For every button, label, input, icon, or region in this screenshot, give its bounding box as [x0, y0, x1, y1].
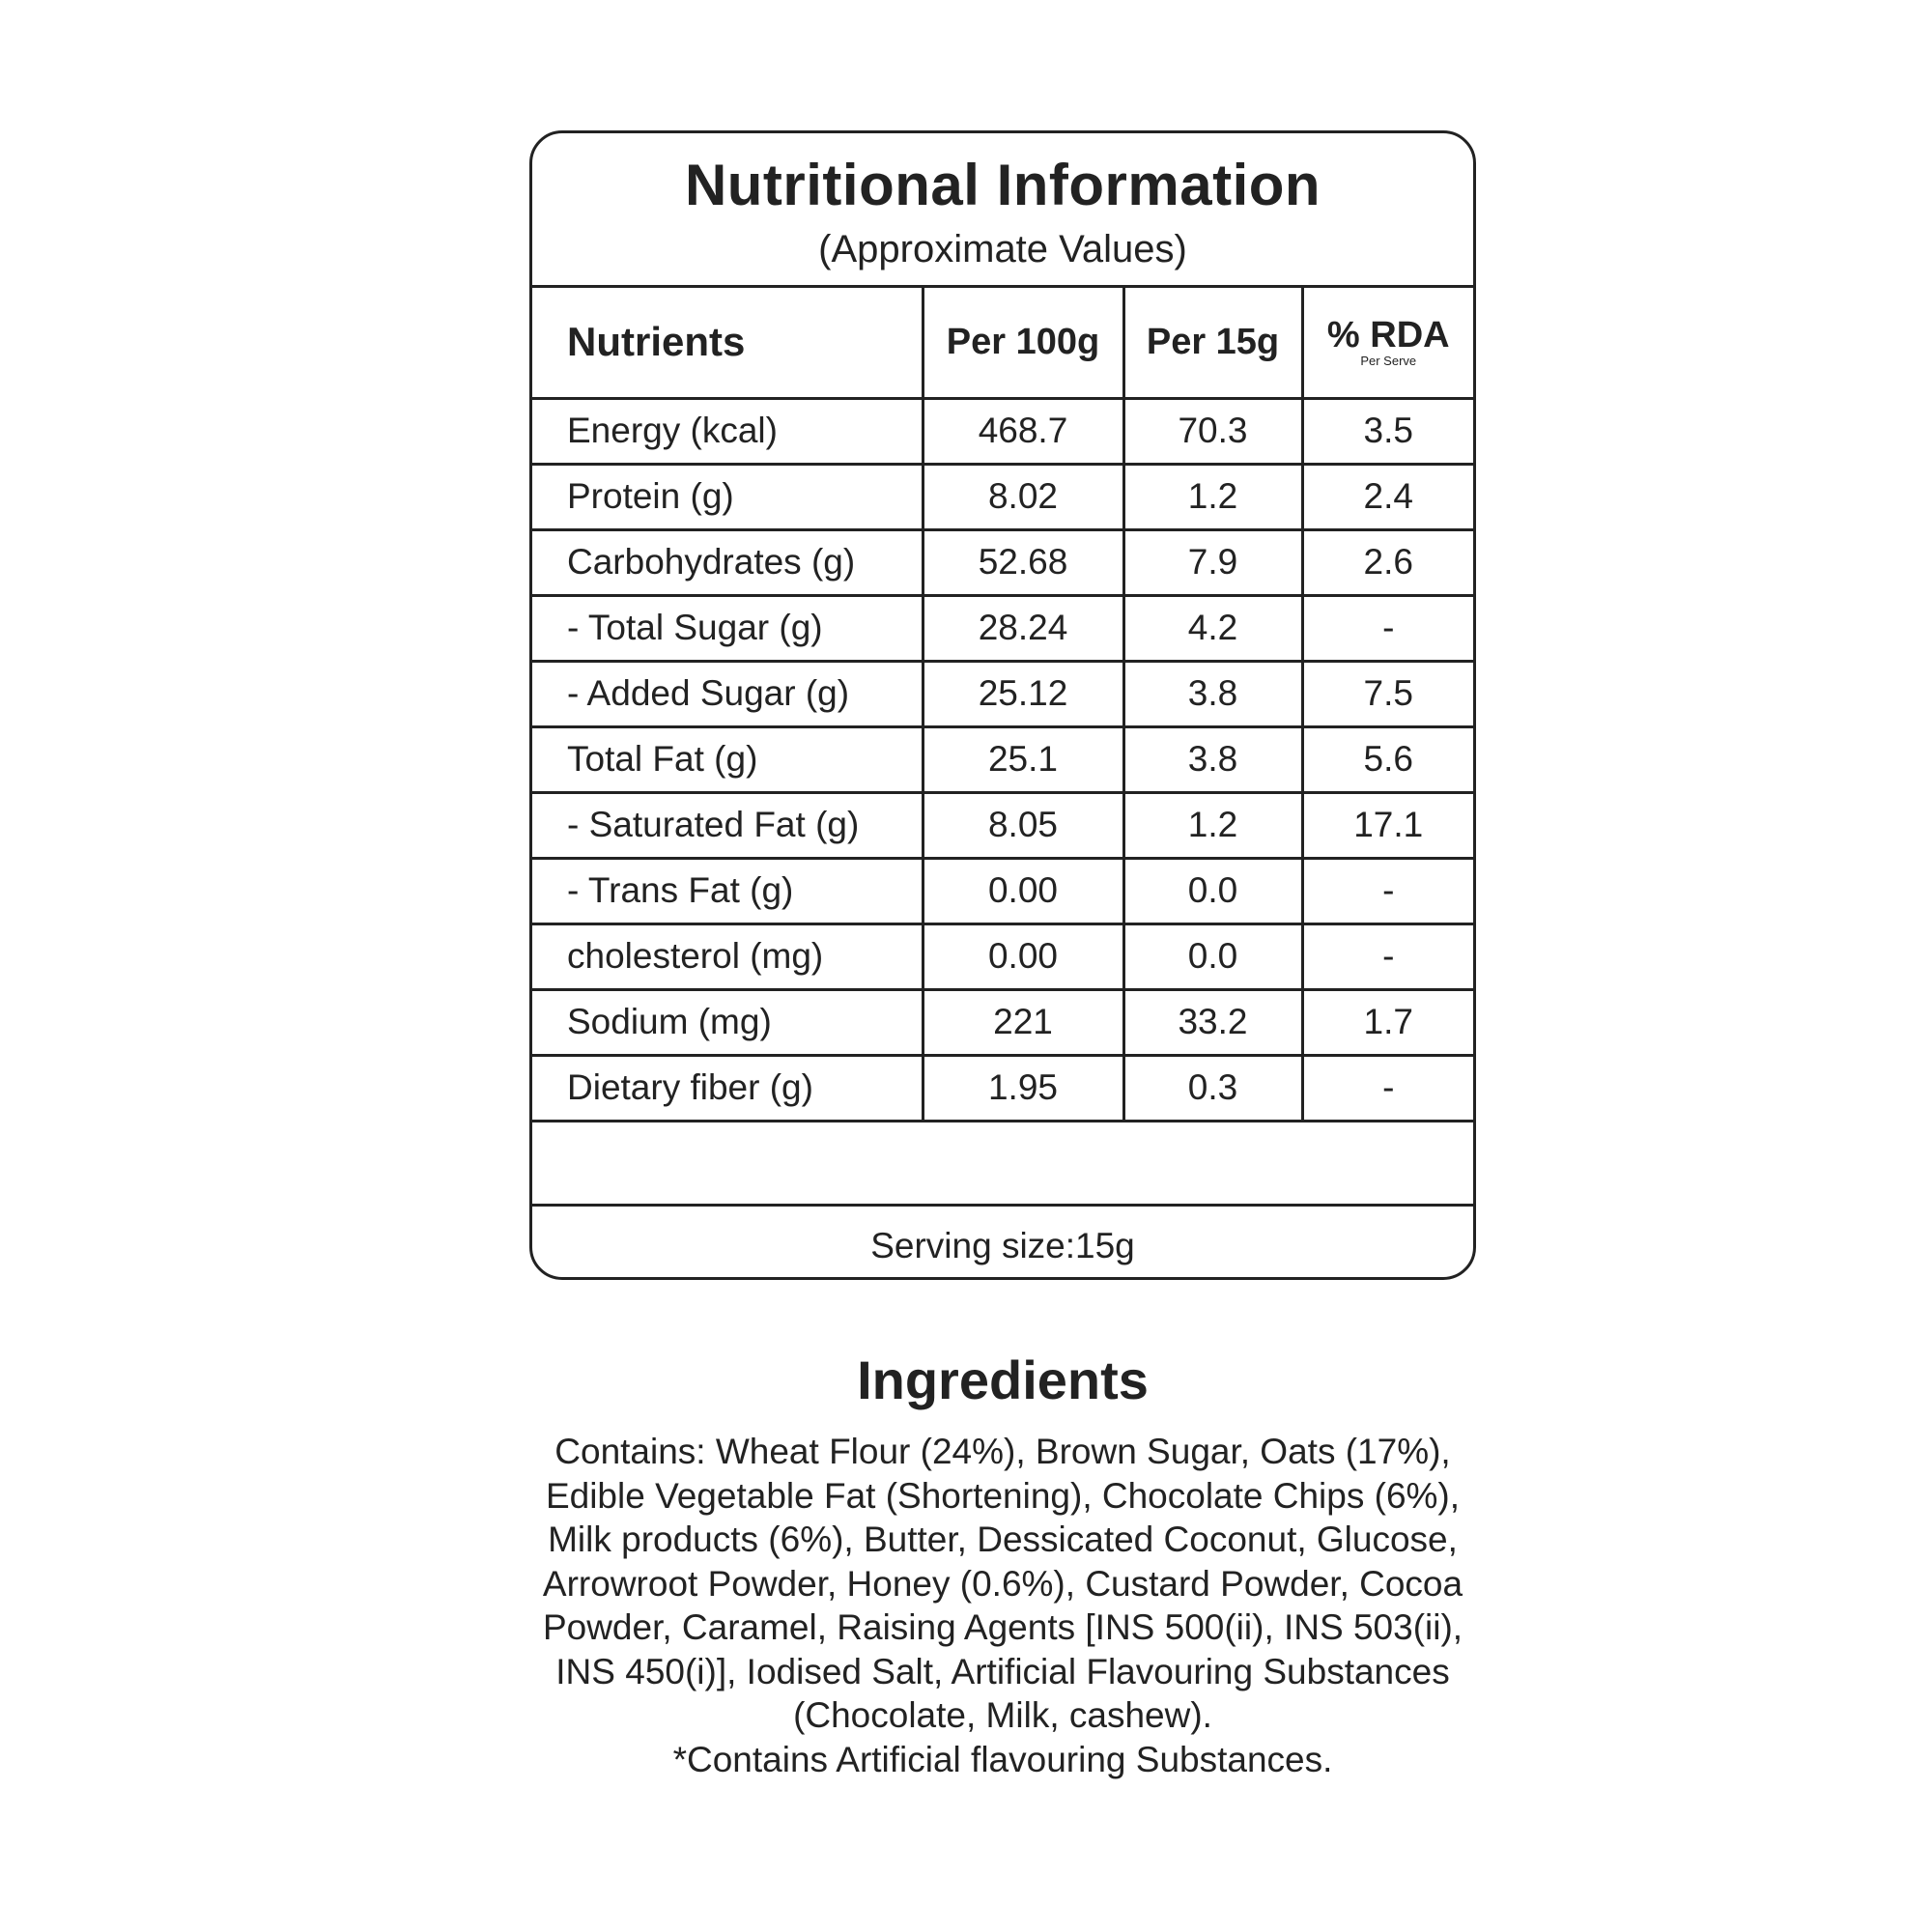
value-rda: 5.6: [1302, 726, 1473, 792]
value-per-100g: 8.05: [923, 792, 1123, 858]
ingredients-note: *Contains Artificial flavouring Substances.: [672, 1739, 1333, 1779]
nutrient-name: cholesterol (mg): [532, 923, 923, 989]
table-row: [532, 661, 1473, 726]
table-row: [532, 858, 1473, 923]
value-rda: 17.1: [1302, 792, 1473, 858]
nutrition-title: Nutritional Information: [684, 153, 1321, 217]
nutrient-name: Total Fat (g): [532, 726, 923, 792]
nutrient-name: - Saturated Fat (g): [532, 792, 923, 858]
value-per-100g: 0.00: [923, 858, 1123, 923]
value-rda: -: [1302, 923, 1473, 989]
value-per-15g: 33.2: [1123, 989, 1302, 1055]
value-per-100g: 52.68: [923, 529, 1123, 595]
ingredients-body: [522, 1430, 1484, 1781]
value-per-100g: 221: [923, 989, 1123, 1055]
table-row: [532, 989, 1473, 1055]
nutrient-name: - Total Sugar (g): [532, 595, 923, 661]
nutrition-panel: [529, 130, 1476, 1280]
value-rda: 2.4: [1302, 464, 1473, 529]
header-rda-label: % RDA: [1326, 315, 1450, 356]
value-per-100g: 0.00: [923, 923, 1123, 989]
value-per-15g: 3.8: [1123, 661, 1302, 726]
value-rda: -: [1302, 858, 1473, 923]
value-per-15g: 4.2: [1123, 595, 1302, 661]
header-rda-sublabel: Per Serve: [1360, 354, 1417, 369]
nutrition-header: [532, 133, 1473, 288]
value-per-15g: 0.0: [1123, 923, 1302, 989]
table-row: [532, 398, 1473, 464]
nutrient-name: - Added Sugar (g): [532, 661, 923, 726]
nutrient-name: Carbohydrates (g): [532, 529, 923, 595]
table-row: [532, 726, 1473, 792]
value-per-100g: 28.24: [923, 595, 1123, 661]
value-rda: 2.6: [1302, 529, 1473, 595]
nutrition-table: [532, 288, 1473, 1207]
empty-row: [532, 1121, 1473, 1205]
value-per-100g: 1.95: [923, 1055, 1123, 1121]
value-per-15g: 3.8: [1123, 726, 1302, 792]
value-per-15g: 7.9: [1123, 529, 1302, 595]
serving-size: Serving size:15g: [870, 1225, 1135, 1265]
table-row: [532, 529, 1473, 595]
value-rda: -: [1302, 1055, 1473, 1121]
value-per-100g: 468.7: [923, 398, 1123, 464]
header-per-15g: Per 15g: [1123, 288, 1302, 398]
nutrition-subtitle: (Approximate Values): [818, 228, 1187, 270]
value-rda: 3.5: [1302, 398, 1473, 464]
value-per-15g: 0.3: [1123, 1055, 1302, 1121]
table-row: [532, 595, 1473, 661]
empty-cell: [532, 1121, 1473, 1205]
header-nutrients: Nutrients: [532, 288, 923, 398]
table-header-row: [532, 288, 1473, 398]
table-row: [532, 923, 1473, 989]
header-rda: [1302, 288, 1473, 398]
nutrient-name: Protein (g): [532, 464, 923, 529]
nutrient-name: Sodium (mg): [532, 989, 923, 1055]
table-row: [532, 464, 1473, 529]
value-rda: 1.7: [1302, 989, 1473, 1055]
ingredients-text: Contains: Wheat Flour (24%), Brown Sugar, Oats (17%), Edible Vegetable Fat (Shortening), Chocolate Chips (6%), Milk products (6%), Butter, Dessicated Coconut, Glucose, Arrowroot Powder, Honey (0.6%), Custard Powder, Cocoa Powder, Caramel, Raising Agents [INS 500(ii), INS 503(ii), INS 450(i)], Iodised Salt, Artificial Flavouring Substances (Chocolate, Milk, cashew).: [542, 1432, 1463, 1735]
value-per-15g: 70.3: [1123, 398, 1302, 464]
value-per-100g: 8.02: [923, 464, 1123, 529]
value-rda: -: [1302, 595, 1473, 661]
table-row: [532, 1055, 1473, 1121]
nutrient-name: Dietary fiber (g): [532, 1055, 923, 1121]
value-per-15g: 1.2: [1123, 464, 1302, 529]
value-per-15g: 0.0: [1123, 858, 1302, 923]
nutrient-name: - Trans Fat (g): [532, 858, 923, 923]
value-per-15g: 1.2: [1123, 792, 1302, 858]
header-per-100g: Per 100g: [923, 288, 1123, 398]
value-rda: 7.5: [1302, 661, 1473, 726]
value-per-100g: 25.12: [923, 661, 1123, 726]
ingredients-title: Ingredients: [857, 1350, 1149, 1410]
table-row: [532, 792, 1473, 858]
nutrient-name: Energy (kcal): [532, 398, 923, 464]
value-per-100g: 25.1: [923, 726, 1123, 792]
